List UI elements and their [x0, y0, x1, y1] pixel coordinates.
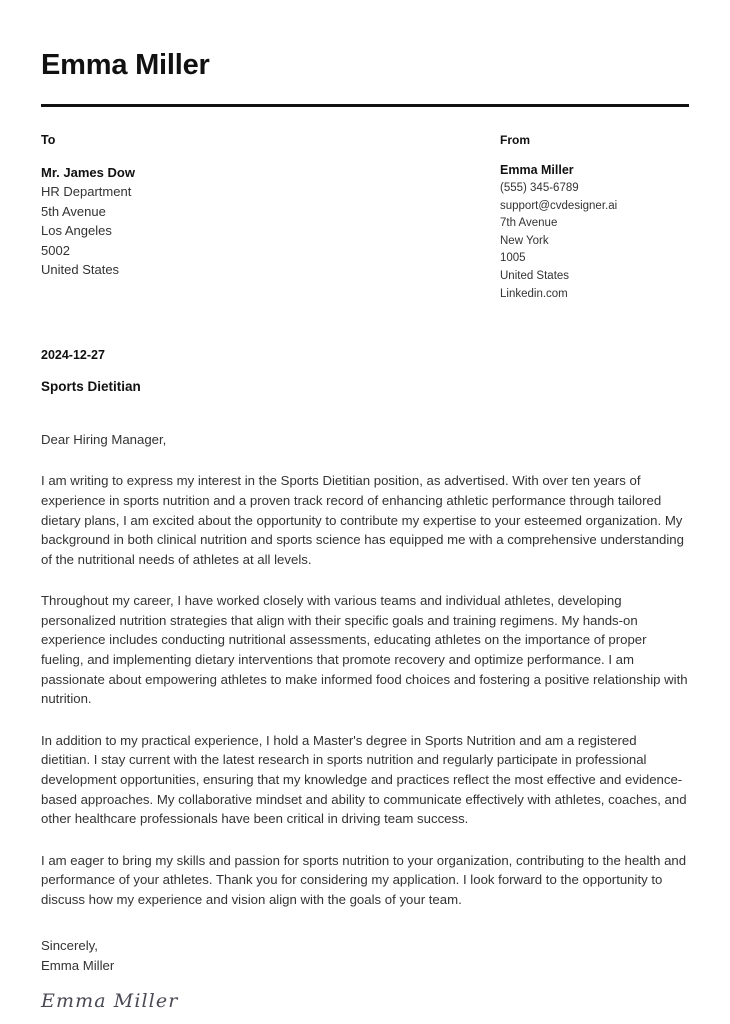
closing-name: Emma Miller [41, 957, 115, 973]
body-paragraph: Throughout my career, I have worked closely with various teams and individual athletes, developing personalized nutrition strategies that align with their specific goals and training regimens. My hands-on experience includes conducting nutritional assessments, educating athletes on the importance of proper fueling, and implementing dietary interventions that promote recovery and optimize performance. I am passionate about empowering athletes to make informed food choices and fostering a positive relationship with nutrition. [41, 593, 688, 707]
sender-website: Linkedin.com [500, 287, 568, 300]
recipient-address-line: 5002 [41, 242, 70, 258]
recipient-address-line: Los Angeles [41, 223, 112, 239]
sender-address-line: 7th Avenue [500, 217, 558, 230]
sender-address-line: New York [500, 234, 549, 247]
page-title: Emma Miller [41, 49, 210, 81]
recipient-label: To [41, 132, 56, 147]
header-divider [41, 104, 689, 107]
sender-email: support@cvdesigner.ai [500, 199, 618, 212]
sender-address-line: 1005 [500, 252, 526, 265]
body-paragraph: I am eager to bring my skills and passion for sports nutrition to your organization, contributing to the health and performance of your athletes. Thank you for considering my application. I look forward to the opportunity to discuss how my experience and vision align with the goals of your team. [41, 852, 687, 908]
body-paragraph: In addition to my practical experience, I hold a Master's degree in Sports Nutrition and am a registered dietitian. I stay current with the latest research in sports nutrition and regularly participate in professional development opportunities, ensuring that my knowledge and practices reflect the most effective and evidence-based approaches. My collaborative mindset and ability to communicate effectively with athletes, coaches, and other healthcare professionals have been critical in driving team success. [41, 732, 687, 827]
sender-address [500, 161, 689, 303]
sender-address-line: United States [500, 269, 570, 282]
recipient-address-line: HR Department [41, 184, 132, 200]
closing-block [41, 936, 689, 976]
sender-label: From [500, 132, 530, 147]
signature: Emma Miller [41, 989, 179, 1012]
body-paragraph: I am writing to express my interest in the Sports Dietitian position, as advertised. With over ten years of experience in sports nutrition and a proven track record of enhancing athletic performance through tailored dietary plans, I am excited about the opportunity to contribute my expertise to your esteemed organization. My background in both clinical nutrition and sports science has equipped me with a comprehensive understanding of the nutritional needs of athletes at all levels. [41, 473, 684, 567]
letter-date: 2024-12-27 [41, 348, 105, 363]
closing-phrase: Sincerely, [41, 937, 98, 953]
recipient-block [41, 132, 500, 303]
recipient-name: Mr. James Dow [41, 164, 135, 180]
address-row [41, 132, 689, 303]
letter-body [41, 471, 689, 909]
recipient-address-line: United States [41, 262, 120, 278]
salutation: Dear Hiring Manager, [41, 431, 167, 447]
sender-phone: (555) 345-6789 [500, 181, 579, 194]
letter-subject: Sports Dietitian [41, 378, 141, 394]
sender-name: Emma Miller [500, 162, 574, 177]
recipient-address-line: 5th Avenue [41, 203, 106, 219]
recipient-address [41, 163, 500, 280]
sender-block [500, 132, 689, 303]
